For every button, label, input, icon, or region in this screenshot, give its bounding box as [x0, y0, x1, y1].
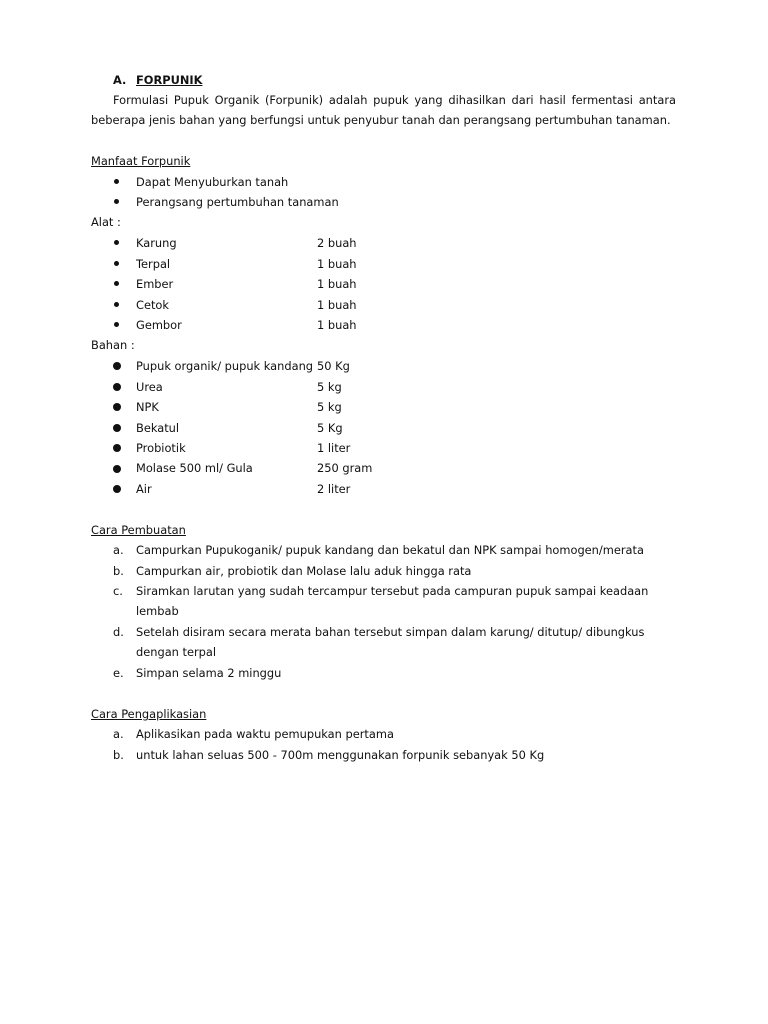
- alat-name: Ember: [136, 277, 174, 291]
- bahan-qty: 1 liter: [317, 441, 351, 455]
- step-text: Campurkan Pupukoganik/ pupuk kandang dan bekatul dan NPK sampai homogen/merata: [136, 543, 644, 557]
- alat-name: Terpal: [136, 257, 171, 271]
- bullet-icon: [113, 444, 121, 452]
- manfaat-heading: Manfaat Forpunik: [91, 154, 191, 168]
- step-label: e.: [113, 666, 124, 680]
- bahan-name: Bekatul: [136, 421, 180, 435]
- step-text: Setelah disiram secara merata bahan tersebut simpan dalam karung/ ditutup/ dibungkus: [136, 625, 645, 639]
- intro-line-2: beberapa jenis bahan yang berfungsi untuk penyubur tanah dan perangsang pertumbuhan tanaman.: [91, 113, 671, 127]
- bahan-name: Air: [136, 482, 152, 496]
- bullet-icon: [114, 261, 119, 266]
- step-text: Aplikasikan pada waktu pemupukan pertama: [136, 727, 394, 741]
- alat-name: Karung: [136, 236, 177, 250]
- bullet-icon: [113, 403, 121, 411]
- bullet-icon: [114, 240, 119, 245]
- bullet-icon: [114, 199, 119, 204]
- bahan-heading: Bahan :: [91, 338, 135, 352]
- step-text: untuk lahan seluas 500 - 700m menggunakan forpunik sebanyak 50 Kg: [136, 748, 545, 762]
- step-label: b.: [113, 748, 124, 762]
- bullet-icon: [113, 465, 121, 473]
- pembuatan-heading: Cara Pembuatan: [91, 523, 186, 537]
- bahan-qty: 5 Kg: [317, 421, 343, 435]
- manfaat-item: Dapat Menyuburkan tanah: [136, 175, 289, 189]
- step-label: b.: [113, 564, 124, 578]
- step-text: Siramkan larutan yang sudah tercampur tersebut pada campuran pupuk sampai keadaan: [136, 584, 649, 598]
- bahan-qty: 250 gram: [317, 461, 373, 475]
- bahan-qty: 5 kg: [317, 400, 342, 414]
- manfaat-item: Perangsang pertumbuhan tanaman: [136, 195, 339, 209]
- intro-line-1: Formulasi Pupuk Organik (Forpunik) adalah pupuk yang dihasilkan dari hasil fermentasi antara: [113, 93, 676, 107]
- bullet-icon: [114, 179, 119, 184]
- bullet-icon: [113, 383, 121, 391]
- bullet-icon: [113, 424, 121, 432]
- step-label: d.: [113, 625, 124, 639]
- alat-qty: 1 buah: [317, 277, 357, 291]
- alat-qty: 2 buah: [317, 236, 357, 250]
- bahan-qty: 50 Kg: [317, 359, 350, 373]
- alat-name: Gembor: [136, 318, 182, 332]
- bullet-icon: [114, 302, 119, 307]
- alat-qty: 1 buah: [317, 257, 357, 271]
- section-number: A.: [113, 73, 127, 87]
- bahan-name: Urea: [136, 380, 163, 394]
- step-label: c.: [113, 584, 123, 598]
- bullet-icon: [114, 281, 119, 286]
- bahan-name: Molase 500 ml/ Gula: [136, 461, 253, 475]
- bahan-name: Pupuk organik/ pupuk kandang: [136, 359, 314, 373]
- bahan-qty: 5 kg: [317, 380, 342, 394]
- step-label: a.: [113, 727, 124, 741]
- alat-qty: 1 buah: [317, 318, 357, 332]
- alat-qty: 1 buah: [317, 298, 357, 312]
- step-text-continued: lembab: [136, 604, 179, 618]
- aplikasi-heading: Cara Pengaplikasian: [91, 707, 207, 721]
- step-text-continued: dengan terpal: [136, 645, 217, 659]
- alat-heading: Alat :: [91, 215, 121, 229]
- step-label: a.: [113, 543, 124, 557]
- step-text: Campurkan air, probiotik dan Molase lalu aduk hingga rata: [136, 564, 472, 578]
- bahan-name: NPK: [136, 400, 159, 414]
- bahan-name: Probiotik: [136, 441, 186, 455]
- bullet-icon: [114, 322, 119, 327]
- alat-name: Cetok: [136, 298, 169, 312]
- bullet-icon: [113, 362, 121, 370]
- bullet-icon: [113, 485, 121, 493]
- section-title: FORPUNIK: [136, 73, 203, 87]
- step-text: Simpan selama 2 minggu: [136, 666, 282, 680]
- bahan-qty: 2 liter: [317, 482, 351, 496]
